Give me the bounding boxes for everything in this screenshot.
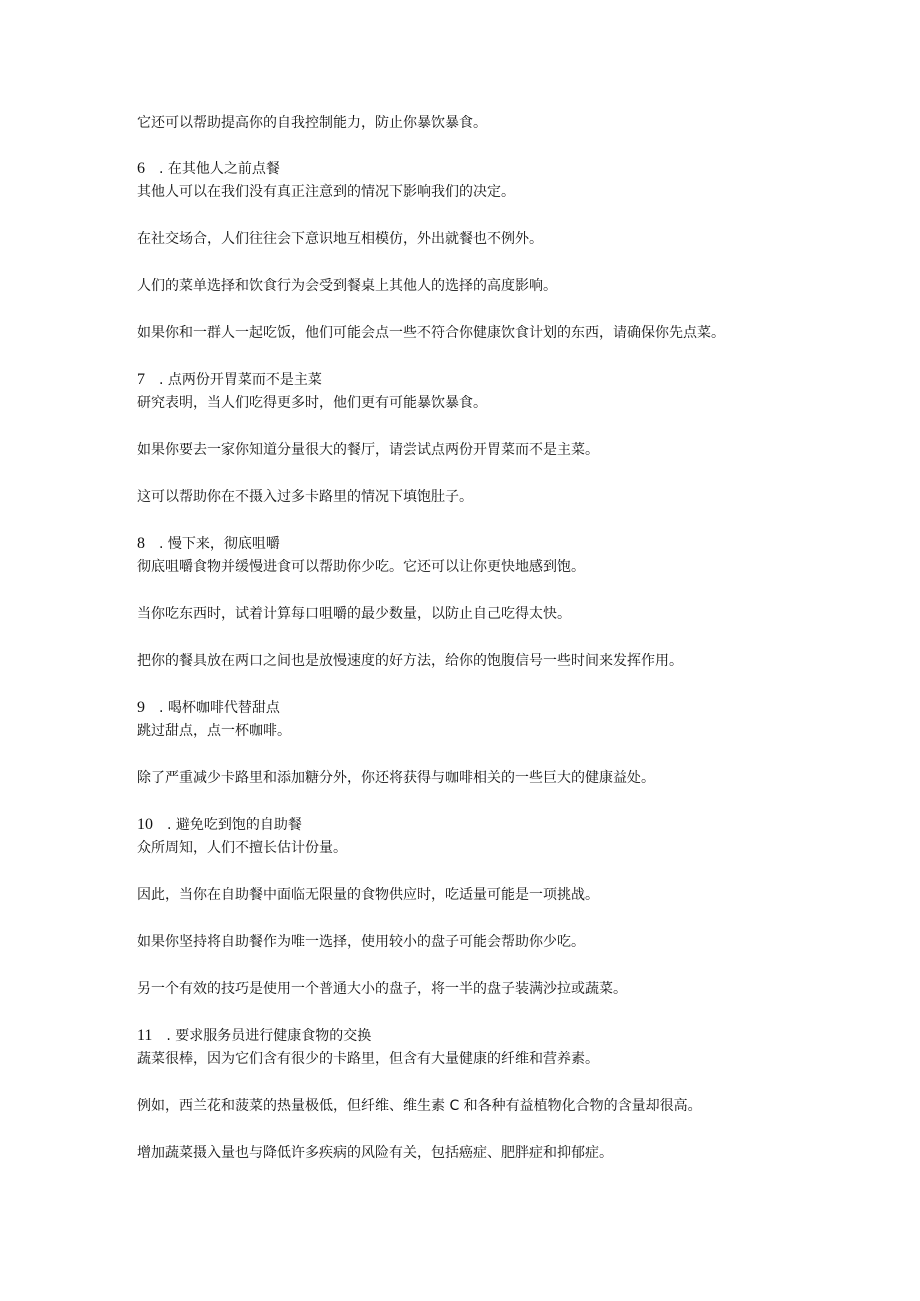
paragraph: 另一个有效的技巧是使用一个普通大小的盘子，将一半的盘子装满沙拉或蔬菜。 [137,981,627,997]
section-heading-11 [137,1026,371,1046]
paragraph: 在社交场合，人们往往会下意识地互相模仿，外出就餐也不例外。 [137,231,543,247]
section-title: . 要求服务员进行健康食物的交换 [166,1028,372,1044]
section-title: . 喝杯咖啡代替甜点 [159,700,280,716]
paragraph: 如果你坚持将自助餐作为唯一选择，使用较小的盘子可能会帮助你少吃。 [137,934,585,950]
section-heading-10 [137,815,302,835]
paragraph: 因此，当你在自助餐中面临无限量的食物供应时，吃适量可能是一项挑战。 [137,887,599,903]
paragraph: 除了严重减少卡路里和添加糖分外，你还将获得与咖啡相关的一些巨大的健康益处。 [137,770,655,786]
section-title: . 避免吃到饱的自助餐 [167,817,302,833]
section-heading-6 [137,159,280,179]
section-heading-9 [137,698,280,718]
paragraph: 如果你要去一家你知道分量很大的餐厅，请尝试点两份开胃菜而不是主菜。 [137,442,599,458]
paragraph: 增加蔬菜摄入量也与降低许多疾病的风险有关，包括癌症、肥胖症和抑郁症。 [137,1145,613,1161]
paragraph: 如果你和一群人一起吃饭，他们可能会点一些不符合你健康饮食计划的东西，请确保你先点菜。 [137,325,725,341]
paragraph: 其他人可以在我们没有真正注意到的情况下影响我们的决定。 [137,184,515,200]
section-heading-7 [137,370,322,390]
section-number: 9 [137,699,145,716]
paragraph: 这可以帮助你在不摄入过多卡路里的情况下填饱肚子。 [137,489,473,505]
section-number: 10 [137,816,153,833]
section-title: . 点两份开胃菜而不是主菜 [159,372,322,388]
section-title: . 慢下来，彻底咀嚼 [159,536,280,552]
paragraph: 当你吃东西时，试着计算每口咀嚼的最少数量，以防止自己吃得太快。 [137,606,571,622]
section-title: . 在其他人之前点餐 [159,161,280,177]
paragraph: 彻底咀嚼食物并缓慢进食可以帮助你少吃。它还可以让你更快地感到饱。 [137,559,585,575]
paragraph: 跳过甜点，点一杯咖啡。 [137,723,291,739]
paragraph: 蔬菜很棒，因为它们含有很少的卡路里，但含有大量健康的纤维和营养素。 [137,1051,599,1067]
paragraph: 把你的餐具放在两口之间也是放慢速度的好方法，给你的饱腹信号一些时间来发挥作用。 [137,653,683,669]
paragraph: 人们的菜单选择和饮食行为会受到餐桌上其他人的选择的高度影响。 [137,278,557,294]
section-number: 11 [137,1027,153,1044]
section-number: 7 [137,371,145,388]
paragraph: 研究表明，当人们吃得更多时，他们更有可能暴饮暴食。 [137,395,487,411]
section-number: 6 [137,160,145,177]
section-heading-8 [137,534,280,554]
section-number: 8 [137,535,145,552]
paragraph: 众所周知，人们不擅长估计份量。 [137,840,347,856]
paragraph: 例如，西兰花和菠菜的热量极低，但纤维、维生素 C 和各种有益植物化合物的含量却很高。 [137,1098,702,1114]
intro-paragraph: 它还可以帮助提高你的自我控制能力，防止你暴饮暴食。 [137,115,487,131]
